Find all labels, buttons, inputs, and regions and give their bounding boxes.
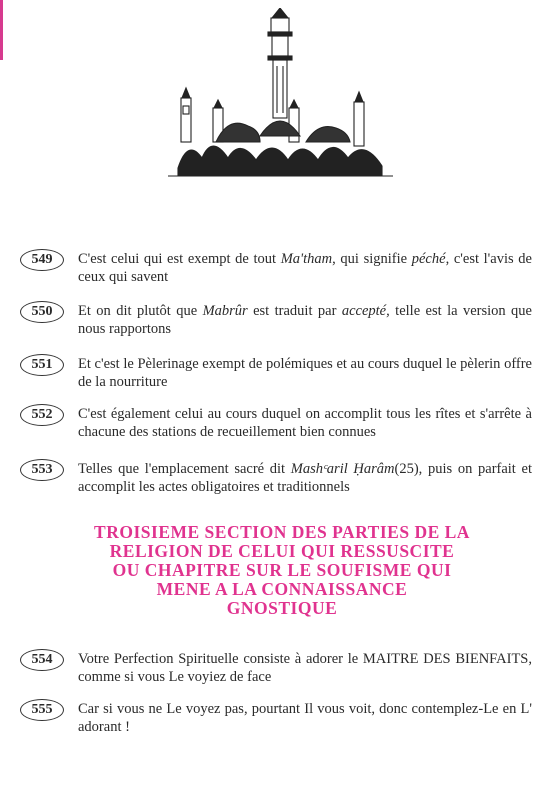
section-heading-line: TROISIEME SECTION DES PARTIES DE LA	[94, 522, 470, 542]
verse-551	[20, 355, 532, 391]
verse-number-badge: 550	[20, 301, 64, 323]
verse-number-badge: 554	[20, 649, 64, 671]
mosque-illustration	[168, 8, 393, 178]
verse-549	[20, 250, 532, 286]
verse-550	[20, 302, 532, 338]
verse-number-badge: 551	[20, 354, 64, 376]
verse-text: C'est celui qui est exempt de tout Ma'tham, qui signifie péché, c'est l'avis de ceux qui savent	[78, 251, 532, 285]
section-heading-line: OU CHAPITRE SUR LE SOUFISME QUI	[112, 560, 452, 580]
section-heading-line: RELIGION DE CELUI QUI RESSUSCITE	[109, 541, 455, 561]
section-heading-line: MENE A LA CONNAISSANCE	[156, 579, 408, 599]
verse-number-badge: 549	[20, 249, 64, 271]
verse-text: Car si vous ne Le voyez pas, pourtant Il vous voit, donc contemplez-Le en L' adorant !	[78, 701, 532, 735]
verse-text: Telles que l'emplacement sacré dit Mashᶜaril Ḥarâm(25), puis on parfait et accomplit les actes obligatoires et traditionnels	[78, 461, 532, 495]
verse-552	[20, 405, 532, 441]
verse-text: Votre Perfection Spirituelle consiste à adorer le MAITRE DES BIENFAITS, comme si vous Le voyiez de face	[78, 651, 532, 685]
verse-number-badge: 552	[20, 404, 64, 426]
verse-553	[20, 460, 532, 496]
verse-554	[20, 650, 532, 686]
verse-number-badge: 555	[20, 699, 64, 721]
page-edge-mark	[0, 0, 3, 60]
verse-number-badge: 553	[20, 459, 64, 481]
verse-text: Et on dit plutôt que Mabrûr est traduit par accepté, telle est la version que nous rapportons	[78, 303, 532, 337]
section-heading-line: GNOSTIQUE	[226, 598, 338, 618]
section-heading	[60, 523, 504, 618]
verse-text: C'est également celui au cours duquel on accomplit tous les rîtes et s'arrête à chacune des stations de recueillement bien connues	[78, 406, 532, 440]
verse-555	[20, 700, 532, 736]
verse-text: Et c'est le Pèlerinage exempt de polémiques et au cours duquel le pèlerin offre de la nourriture	[78, 356, 532, 390]
